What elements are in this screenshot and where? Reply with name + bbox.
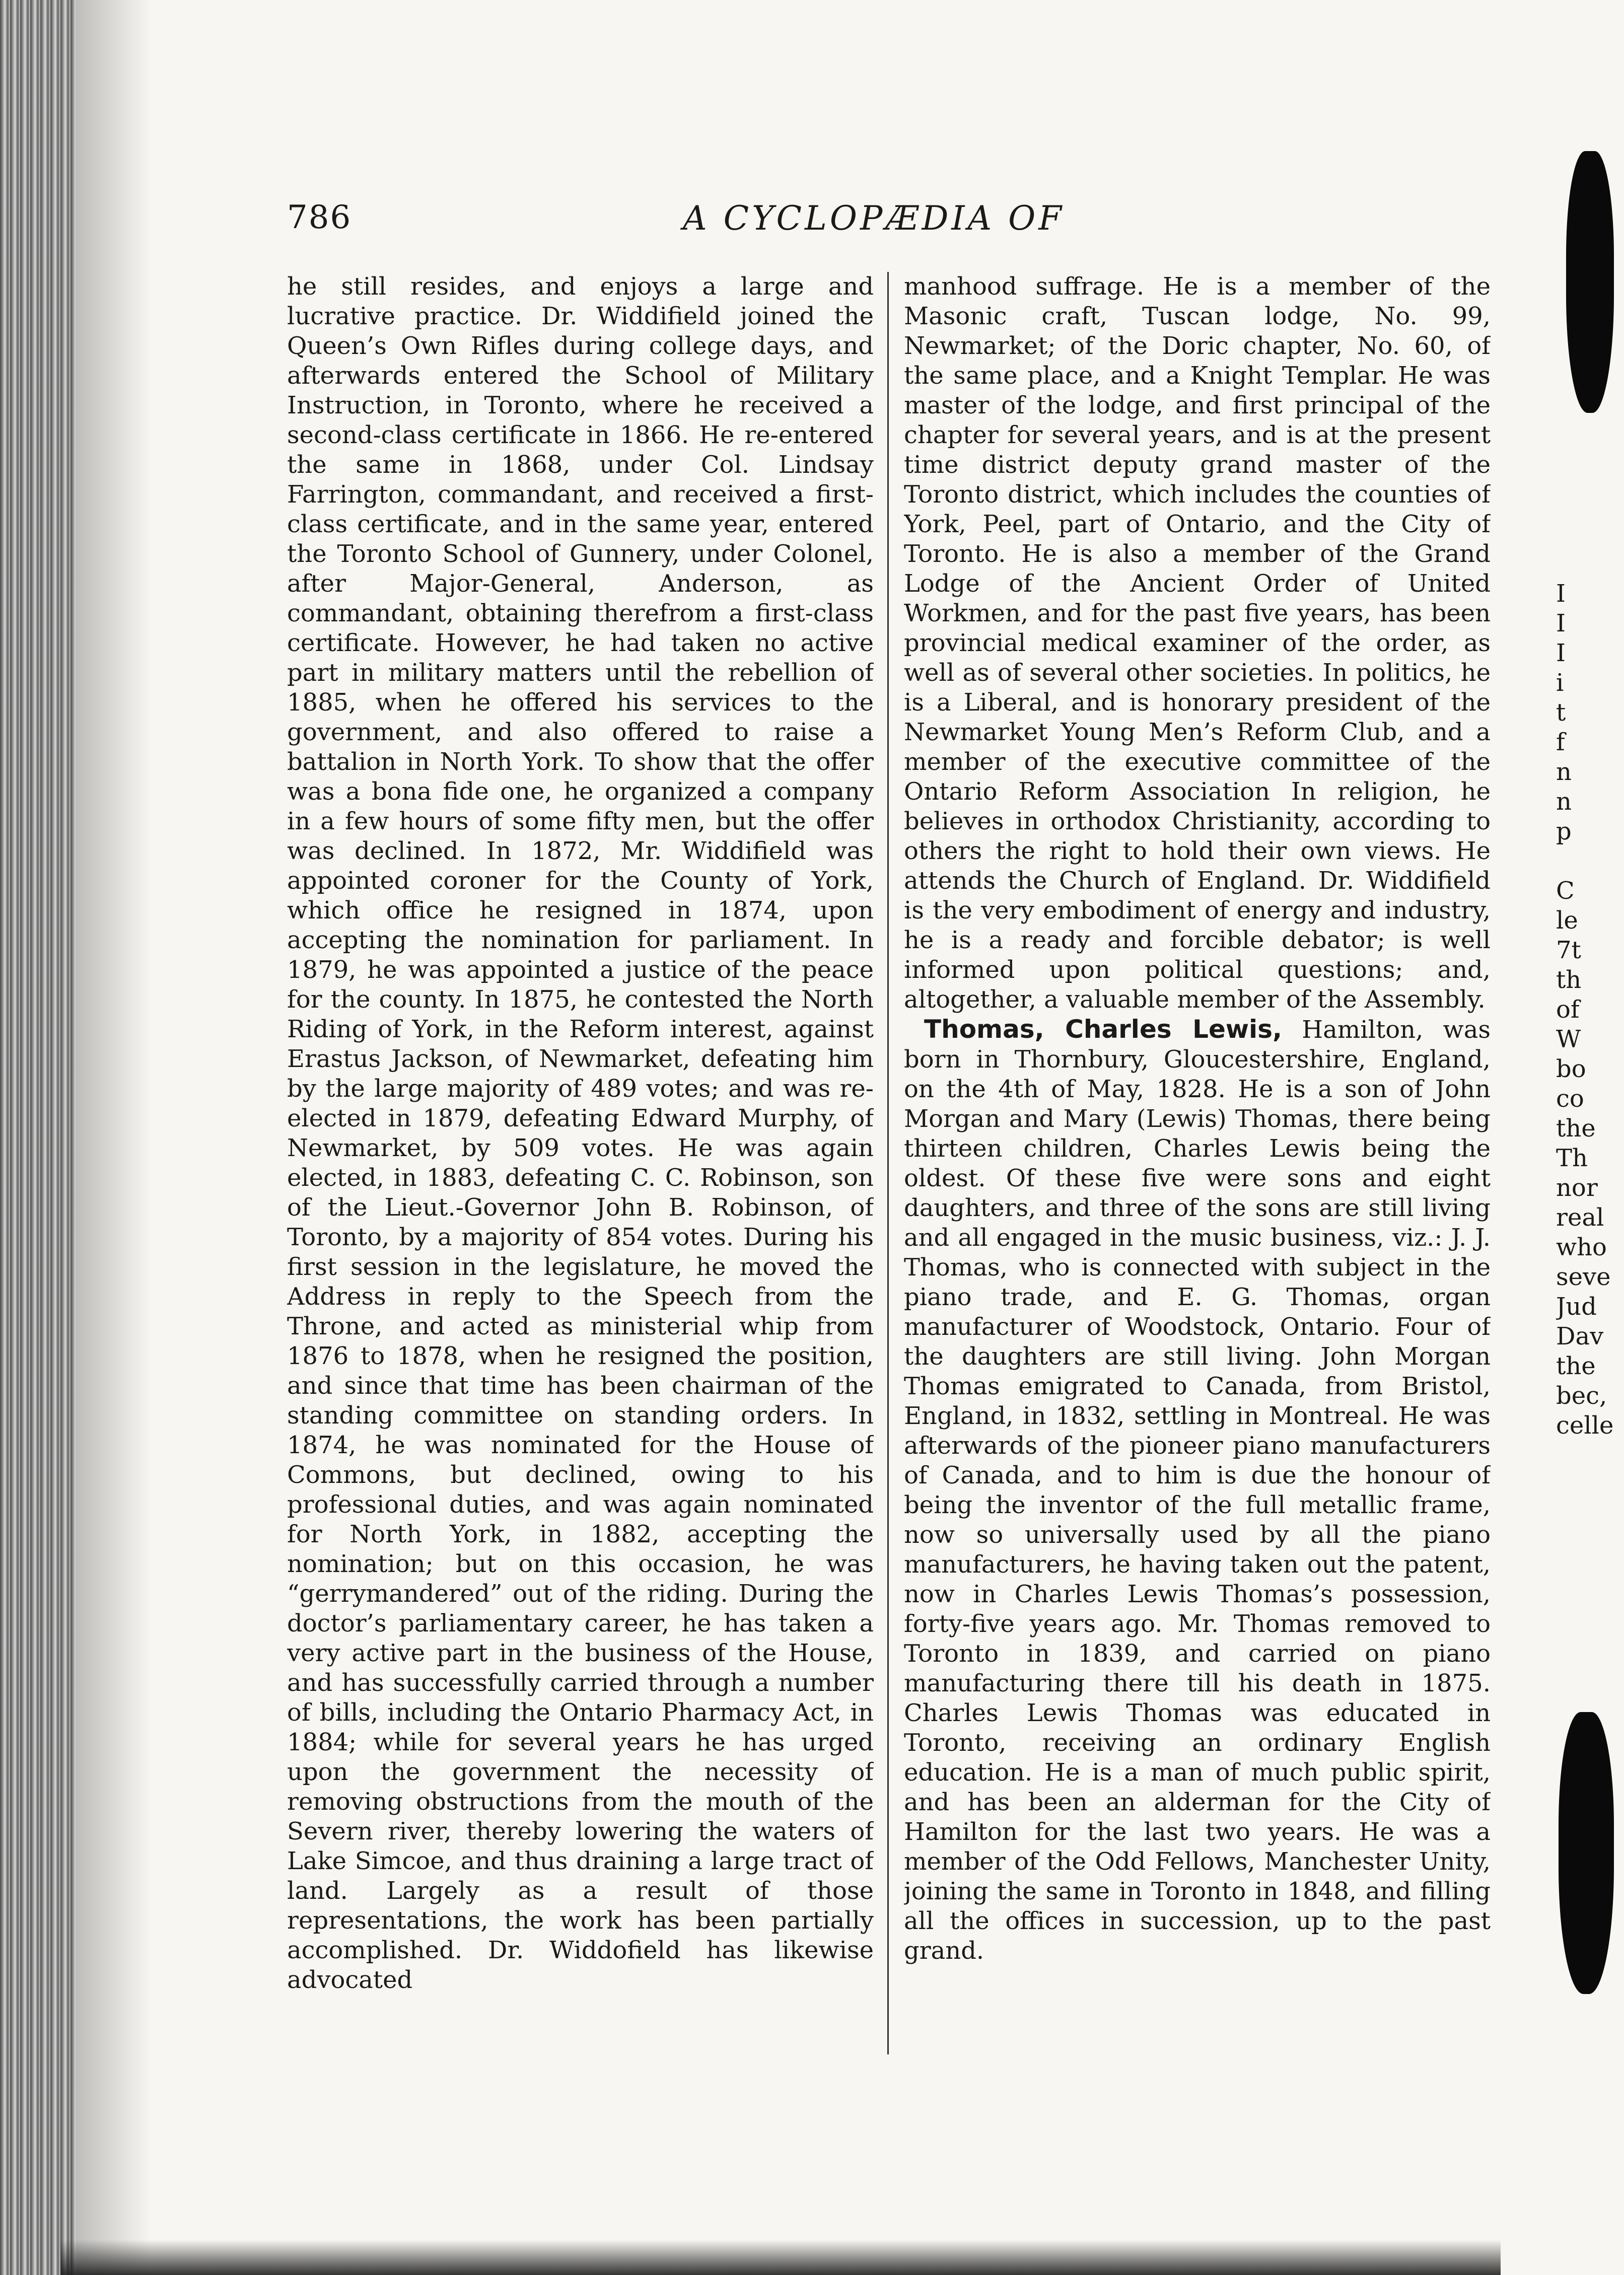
facing-page-fragment: celle (1556, 1411, 1614, 1440)
facing-page-fragment: I (1556, 580, 1566, 608)
facing-page-fragment: the (1556, 1114, 1596, 1143)
entry-text: Hamilton, was born in Thornbury, Gloucestershire, England, on the 4th of May, 1828. He is a son of John Morgan and Mary (Lewis) Thomas, there being thirteen children, Charles Lewis being the oldest. Of these five were sons and eight daughters, and three of the sons are still living and all engaged in the music business, viz.: J. J. Thomas, who is connected with subject in the piano trade, and E. G. Thomas, organ manufacturer of Woodstock, Ontario. Four of the daughters are still living. John Morgan Thomas emigrated to Canada, from Bristol, England, in 1832, settling in Montreal. He was afterwards of the pioneer piano manufacturers of Canada, and to him is due the honour of being the inventor of the full metallic frame, now so universally used by all the piano manufacturers, he having taken out the patent, now in Charles Lewis Thomas’s possession, forty-five years ago. Mr. Thomas removed to Toronto in 1839, and carried on piano manufacturing there till his death in 1875. Charles Lewis Thomas was educated in Toronto, receiving an ordinary English education. He is a man of much public spirit, and has been an alderman for the City of Hamilton for the last two years. He was a member of the Odd Fellows, Manchester Unity, joining the same in Toronto in 1848, and filling all the offices in succession, up to the past grand. (904, 1016, 1491, 1965)
page-binding-shadow (0, 0, 76, 2275)
ink-blot-top (1566, 151, 1614, 413)
thomas-entry (904, 1015, 1491, 1966)
facing-page-fragment: I (1556, 639, 1566, 667)
page-number: 786 (287, 199, 352, 236)
facing-page-fragment: th (1556, 966, 1582, 994)
facing-page-fragment: Dav (1556, 1322, 1604, 1350)
facing-page-fragment: of (1556, 996, 1580, 1024)
facing-page-fragment: i (1556, 669, 1564, 697)
facing-page-fragment: the (1556, 1352, 1596, 1380)
facing-page-fragment: f (1556, 728, 1565, 756)
facing-page-fragment: Th (1556, 1144, 1588, 1172)
binding-gradient (76, 0, 151, 2275)
column-divider (887, 272, 889, 2054)
facing-page-fragment (1556, 846, 1624, 876)
facing-page-fragment: nor (1556, 1174, 1598, 1202)
facing-page-fragment: t (1556, 698, 1566, 727)
entry-name: Thomas, Charles Lewis, (924, 1015, 1282, 1044)
left-column (287, 272, 874, 2054)
facing-page-fragment: real (1556, 1203, 1604, 1232)
right-column (904, 272, 1491, 2054)
facing-page-fragments (1556, 579, 1624, 1939)
facing-page-fragment: n (1556, 758, 1572, 786)
right-column-continuation: manhood suffrage. He is a member of the Masonic craft, Tuscan lodge, No. 99, Newmarket; of the Doric chapter, No. 60, of the same place, and a Knight Templar. He was master of the lodge, and first principal of the chapter for several years, and is at the present time district deputy grand master of the Toronto district, which includes the counties of York, Peel, part of Ontario, and the City of Toronto. He is also a member of the Grand Lodge of the Ancient Order of United Workmen, and for the past five years, has been provincial medical examiner of the order, as well as of several other societies. In politics, he is a Liberal, and is honorary president of the Newmarket Young Men’s Reform Club, and a member of the executive committee of the Ontario Reform Association In religion, he believes in orthodox Christianity, according to others the right to hold their own views. He attends the Church of England. Dr. Widdifield is the very embodiment of energy and industry, he is a ready and forcible debator; is well informed upon political questions; and, altogether, a valuable member of the Assembly. (904, 272, 1491, 1014)
left-column-text: he still resides, and enjoys a large and lucrative practice. Dr. Widdifield joined the Queen’s Own Rifles during college days, and afterwards entered the School of Military Instruction, in Toronto, where he received a second-class certificate in 1866. He re-entered the same in 1868, under Col. Lindsay Farrington, commandant, and received a first-class certificate, and in the same year, entered the Toronto School of Gunnery, under Colonel, after Major-General, Anderson, as commandant, obtaining therefrom a first-class certificate. However, he had taken no active part in military matters until the rebellion of 1885, when he offered his services to the government, and also offered to raise a battalion in North York. To show that the offer was a bona fide one, he organized a company in a few hours of some fifty men, but the offer was declined. In 1872, Mr. Widdifield was appointed coroner for the County of York, which office he resigned in 1874, upon accepting the nomination for parliament. In 1879, he was appointed a justice of the peace for the county. In 1875, he contested the North Riding of York, in the Reform interest, against Erastus Jackson, of Newmarket, defeating him by the large majority of 489 votes; and was re-elected in 1879, defeating Edward Murphy, of Newmarket, by 509 votes. He was again elected, in 1883, defeating C. C. Robinson, son of the Lieut.-Governor John B. Robinson, of Toronto, by a majority of 854 votes. During his first session in the legislature, he moved the Address in reply to the Speech from the Throne, and acted as ministerial whip from 1876 to 1878, when he resigned the position, and since that time has been chairman of the standing committee on standing orders. In 1874, he was nominated for the House of Commons, but declined, owing to his professional duties, and was again nominated for North York, in 1882, accepting the nomination; but on this occasion, he was “gerrymandered” out of the riding. During the doctor’s parliamentary career, he has taken a very active part in the business of the House, and has successfully carried through a number of bills, including the Ontario Pharmacy Act, in 1884; while for several years he has urged upon the government the necessity of removing obstructions from the mouth of the Severn river, thereby lowering the waters of Lake Simcoe, and thus draining a large tract of land. Largely as a result of those representations, the work has been partially accomplished. Dr. Widdofield has likewise advocated (287, 272, 874, 1994)
facing-page-fragment: seve (1556, 1263, 1611, 1291)
page-header (287, 199, 1460, 244)
facing-page-fragment: who (1556, 1233, 1607, 1261)
facing-page-fragment: 7t (1556, 936, 1581, 964)
running-head: A CYCLOPÆDIA OF (683, 199, 1065, 238)
facing-page-fragment: bo (1556, 1055, 1586, 1083)
facing-page-fragment: Jud (1556, 1293, 1597, 1321)
facing-page-fragment: C (1556, 877, 1575, 905)
facing-page-fragment: bec, (1556, 1382, 1607, 1410)
facing-page-fragment: le (1556, 906, 1578, 935)
facing-page-fragment: co (1556, 1085, 1584, 1113)
facing-page-fragment: n (1556, 788, 1572, 816)
page-bottom-shadow (60, 2240, 1501, 2275)
facing-page-fragment: I (1556, 609, 1566, 637)
facing-page-fragment: W (1556, 1025, 1581, 1053)
facing-page-fragment: p (1556, 817, 1572, 845)
